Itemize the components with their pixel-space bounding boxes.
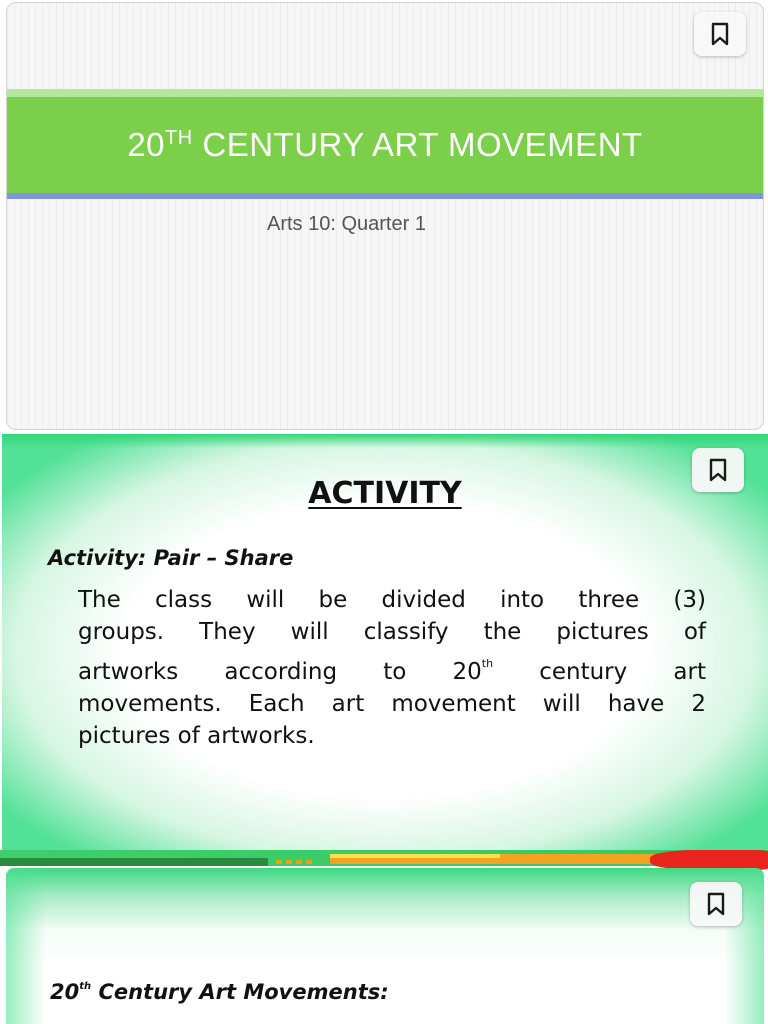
slide-3-title: 20th Century Art Movements: — [50, 980, 389, 1004]
decorative-strip-yellow — [330, 854, 500, 858]
bookmark-icon — [707, 458, 729, 482]
title-band-highlight — [7, 89, 763, 97]
title-band — [7, 97, 763, 193]
slide-1-subtitle: Arts 10: Quarter 1 — [267, 213, 426, 235]
body-line: artworks according to 20th century art — [78, 657, 706, 685]
body-line: movements. Each art movement will have 2 — [78, 691, 706, 717]
body-line: pictures of artworks. — [78, 723, 315, 749]
slide-2-body — [78, 584, 706, 752]
decorative-strip-dark — [0, 858, 268, 866]
slide-2 — [2, 434, 768, 866]
decorative-strip-red — [650, 850, 768, 870]
bookmark-icon — [705, 892, 727, 916]
body-line: groups. They will classify the pictures of — [78, 619, 706, 645]
title-rule — [7, 193, 763, 199]
bookmark-icon — [709, 22, 731, 46]
bookmark-button-slide-3[interactable] — [690, 882, 742, 926]
slide-1 — [6, 2, 764, 430]
slide-2-heading: ACTIVITY — [308, 476, 462, 511]
slide-2-edge — [2, 434, 768, 448]
body-line: The class will be divided into three (3) — [78, 587, 706, 613]
decorative-strip-dots — [276, 860, 316, 864]
bookmark-button-slide-1[interactable] — [694, 12, 746, 56]
slide-3 — [6, 868, 764, 1024]
slide-1-title: 20TH CENTURY ART MOVEMENT — [127, 126, 643, 163]
slide-2-subheading: Activity: Pair – Share — [48, 546, 294, 570]
bookmark-button-slide-2[interactable] — [692, 448, 744, 492]
